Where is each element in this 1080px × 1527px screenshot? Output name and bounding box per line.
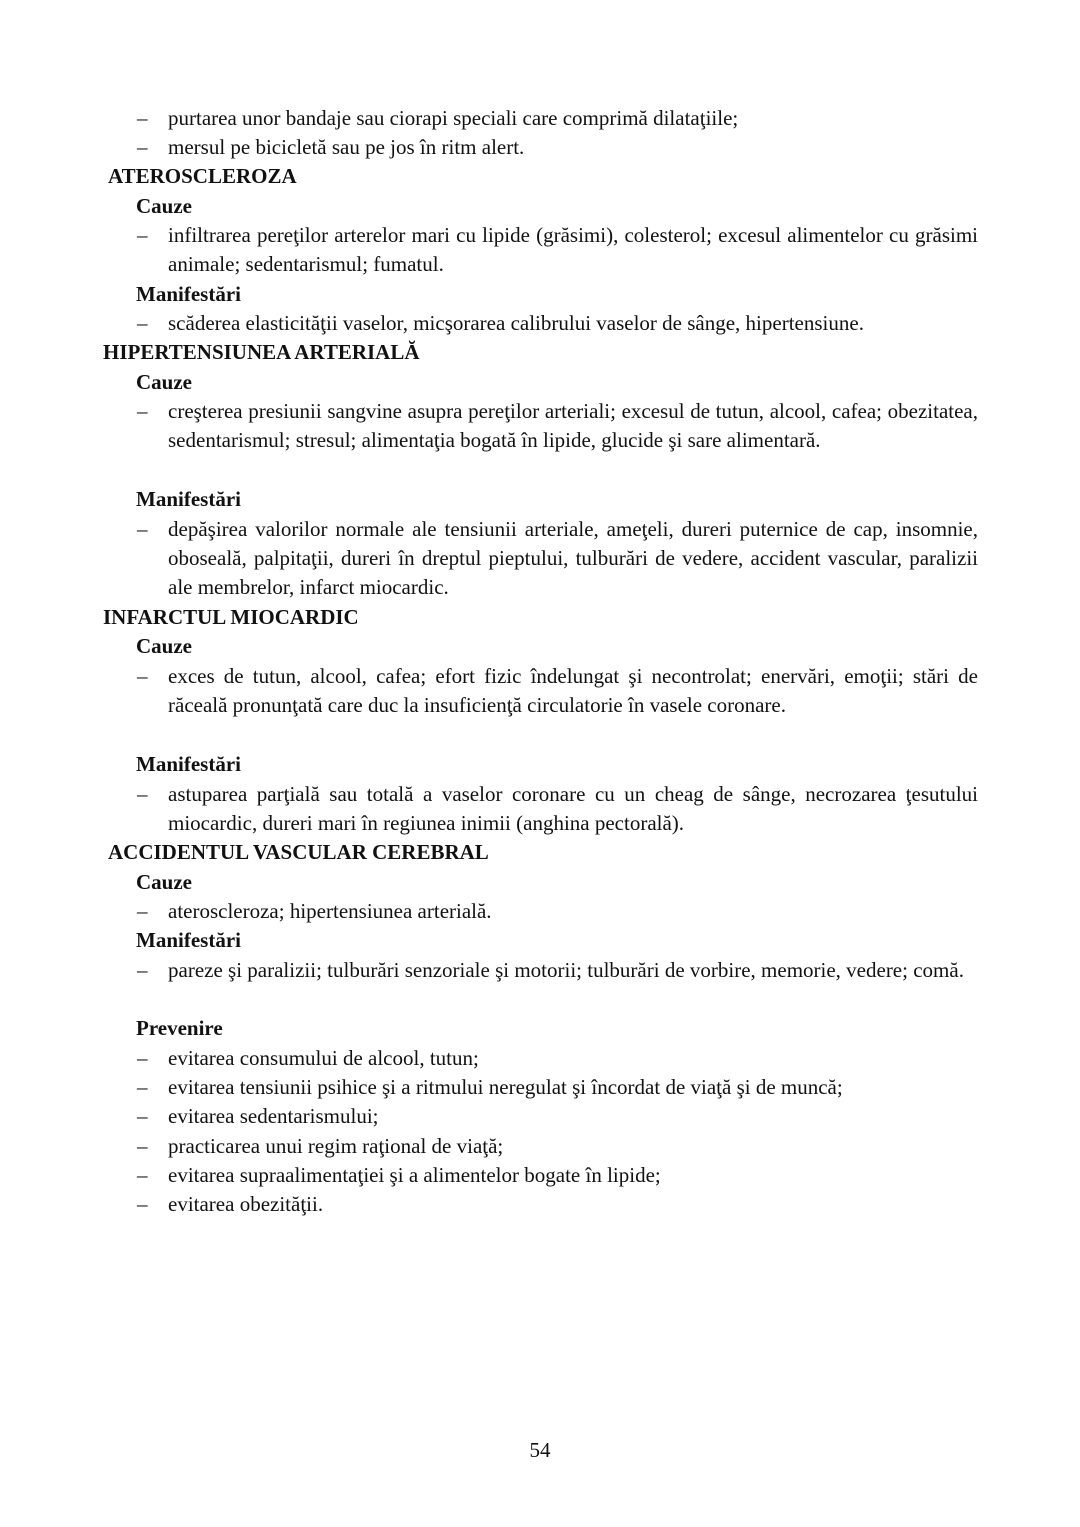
accidentul-cauze-text: ateroscleroza; hipertensiunea arterială. bbox=[168, 899, 492, 923]
hipertensiunea-manifestari-text: depăşirea valorilor normale ale tensiunii arteriale, ameţeli, dureri puternice de cap, insomnie, oboseală, palpitaţii, dureri în dreptul pieptului, tulburări de vedere, accident vascular, paralizii ale membrelor, infarct miocardic. bbox=[168, 517, 978, 599]
bullet-dash: – bbox=[137, 135, 148, 159]
bullet-dash: – bbox=[137, 399, 148, 423]
bullet-dash: – bbox=[137, 1075, 148, 1099]
prevenire-item: evitarea obezităţii. bbox=[168, 1192, 324, 1216]
bullet-dash: – bbox=[137, 223, 148, 247]
prevenire-heading: Prevenire bbox=[136, 1016, 223, 1040]
bullet-dash: – bbox=[137, 106, 148, 130]
accidentul-manifestari-text: pareze şi paralizii; tulburări senzoriale şi motorii; tulburări de vorbire, memorie, vedere; comă. bbox=[168, 958, 964, 982]
bullet-dash: – bbox=[137, 782, 148, 806]
ateroscleroza-manifestari-text: scăderea elasticităţii vaselor, micşorarea calibrului vaselor de sânge, hipertensiune. bbox=[168, 311, 864, 335]
prevenire-item: evitarea sedentarismului; bbox=[168, 1104, 379, 1128]
intro-item-2: mersul pe bicicletă sau pe jos în ritm alert. bbox=[168, 135, 525, 159]
bullet-dash: – bbox=[137, 1134, 148, 1158]
bullet-dash: – bbox=[137, 899, 148, 923]
infarctul-cauze-text: exces de tutun, alcool, cafea; efort fizic îndelungat şi necontrolat; enervări, emoţii; stări de răceală pronunţată care duc la insuficienţă circulatorie în vasele coronare. bbox=[168, 664, 978, 717]
bullet-dash: – bbox=[137, 664, 148, 688]
section-title-accidentul: ACCIDENTUL VASCULAR CEREBRAL bbox=[108, 840, 489, 864]
prevenire-item: evitarea consumului de alcool, tutun; bbox=[168, 1046, 479, 1070]
page-number: 54 bbox=[529, 1438, 551, 1462]
section-title-ateroscleroza: ATEROSCLEROZA bbox=[108, 164, 297, 188]
manifestari-heading: Manifestări bbox=[136, 928, 241, 952]
bullet-dash: – bbox=[137, 1104, 148, 1128]
prevenire-item: evitarea tensiunii psihice şi a ritmului neregulat şi încordat de viaţă şi de muncă; bbox=[168, 1075, 843, 1099]
manifestari-heading: Manifestări bbox=[136, 752, 241, 776]
cauze-heading: Cauze bbox=[136, 870, 192, 894]
ateroscleroza-cauze-text: infiltrarea pereţilor arterelor mari cu lipide (grăsimi), colesterol; excesul alimentelor cu grăsimi animale; sedentarismul; fumatul. bbox=[168, 223, 978, 276]
bullet-dash: – bbox=[137, 1046, 148, 1070]
cauze-heading: Cauze bbox=[136, 634, 192, 658]
prevenire-item: practicarea unui regim raţional de viaţă; bbox=[168, 1134, 504, 1158]
intro-item-1: purtarea unor bandaje sau ciorapi speciali care comprimă dilataţiile; bbox=[168, 106, 739, 130]
manifestari-heading: Manifestări bbox=[136, 487, 241, 511]
cauze-heading: Cauze bbox=[136, 370, 192, 394]
bullet-dash: – bbox=[137, 1192, 148, 1216]
bullet-dash: – bbox=[137, 311, 148, 335]
prevenire-item: evitarea supraalimentaţiei şi a alimentelor bogate în lipide; bbox=[168, 1163, 661, 1187]
manifestari-heading: Manifestări bbox=[136, 282, 241, 306]
bullet-dash: – bbox=[137, 517, 148, 541]
infarctul-manifestari-text: astuparea parţială sau totală a vaselor coronare cu un cheag de sânge, necrozarea ţesutului miocardic, dureri mari în regiunea inimii (anghina pectorală). bbox=[168, 782, 978, 835]
section-title-hipertensiunea: HIPERTENSIUNEA ARTERIALĂ bbox=[103, 340, 420, 364]
hipertensiunea-cauze-text: creşterea presiunii sangvine asupra pereţilor arteriali; excesul de tutun, alcool, cafea; obezitatea, sedentarismul; stresul; alimentaţia bogată în lipide, glucide şi sare alimentară. bbox=[168, 399, 978, 452]
section-title-infarctul: INFARCTUL MIOCARDIC bbox=[103, 605, 359, 629]
bullet-dash: – bbox=[137, 958, 148, 982]
bullet-dash: – bbox=[137, 1163, 148, 1187]
cauze-heading: Cauze bbox=[136, 194, 192, 218]
